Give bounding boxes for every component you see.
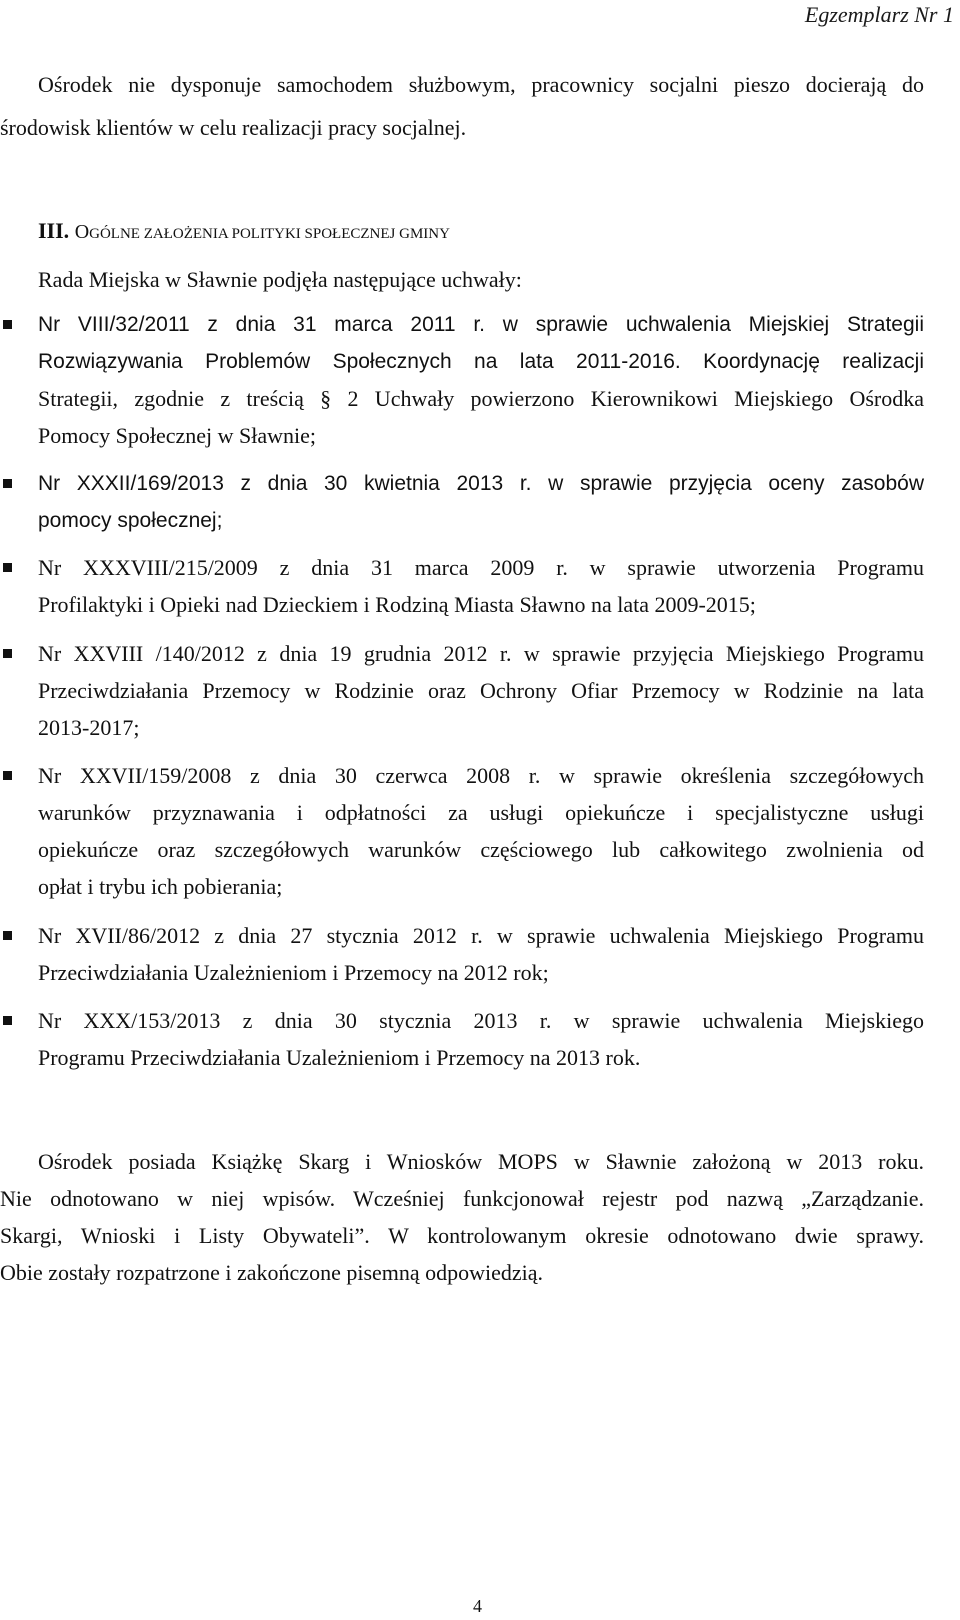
bullet-icon bbox=[3, 563, 12, 572]
bullet-icon bbox=[3, 1016, 12, 1025]
resolution-line: Profilaktyki i Opieki nad Dzieckiem i Rodziną Miasta Sławno na lata 2009-2015; bbox=[38, 592, 756, 617]
resolution-line: Przeciwdziałania Uzależnieniom i Przemocy na 2012 rok; bbox=[38, 960, 549, 985]
page-number: 4 bbox=[473, 1596, 482, 1616]
resolution-line: Nr XXVII/159/2008 z dnia 30 czerwca 2008 r. w sprawie określenia szczegółowych bbox=[38, 763, 924, 788]
section-lead: Rada Miejska w Sławnie podjęła następujące uchwały: bbox=[38, 267, 522, 292]
bullet-icon bbox=[3, 479, 12, 488]
resolution-line: Nr VIII/32/2011 z dnia 31 marca 2011 r. w sprawie uchwalenia Miejskiej Strategii bbox=[38, 313, 924, 336]
resolution-line: Programu Przeciwdziałania Uzależnieniom i Przemocy na 2013 rok. bbox=[38, 1045, 641, 1070]
section-title-rest: GÓLNE ZAŁOŻENIA POLITYKI SPOŁECZNEJ GMINY bbox=[89, 226, 450, 242]
section-heading bbox=[38, 218, 450, 247]
resolution-line: Nr XXXII/169/2013 z dnia 30 kwietnia 2013 r. w sprawie przyjęcia oceny zasobów bbox=[38, 472, 924, 495]
resolution-line: Strategii, zgodnie z treścią § 2 Uchwały powierzono Kierownikowi Miejskiego Ośrodka bbox=[38, 386, 924, 411]
resolution-line: opłat i trybu ich pobierania; bbox=[38, 874, 283, 899]
resolution-line: Rozwiązywania Problemów Społecznych na lata 2011-2016. Koordynację realizacji bbox=[38, 350, 924, 373]
section-title-initial: O bbox=[74, 221, 90, 243]
closing-line: Skargi, Wnioski i Listy Obywateli”. W kontrolowanym okresie odnotowano dwie sprawy. bbox=[0, 1223, 924, 1248]
resolution-line: Nr XXVIII /140/2012 z dnia 19 grudnia 2012 r. w sprawie przyjęcia Miejskiego Programu bbox=[38, 641, 924, 666]
closing-line: Nie odnotowano w niej wpisów. Wcześniej funkcjonował rejestr pod nazwą „Zarządzanie. bbox=[0, 1186, 924, 1211]
bullet-icon bbox=[3, 320, 12, 329]
resolution-line: opiekuńcze oraz szczegółowych warunków częściowego lub całkowitego zwolnienia od bbox=[38, 837, 924, 862]
section-number: III. bbox=[38, 218, 70, 243]
resolution-line: 2013-2017; bbox=[38, 715, 140, 740]
bullet-icon bbox=[3, 771, 12, 780]
intro-line: Ośrodek nie dysponuje samochodem służbowym, pracownicy socjalni pieszo docierają do bbox=[38, 72, 924, 97]
section-title bbox=[75, 218, 450, 243]
closing-line: Ośrodek posiada Książkę Skarg i Wniosków MOPS w Sławnie założoną w 2013 roku. bbox=[38, 1149, 924, 1174]
bullet-icon bbox=[3, 931, 12, 940]
resolution-line: Nr XXX/153/2013 z dnia 30 stycznia 2013 r. w sprawie uchwalenia Miejskiego bbox=[38, 1008, 924, 1033]
resolution-line: warunków przyznawania i odpłatności za usługi opiekuńcze i specjalistyczne usługi bbox=[38, 800, 924, 825]
resolution-line: Przeciwdziałania Przemocy w Rodzinie oraz Ochrony Ofiar Przemocy w Rodzinie na lata bbox=[38, 678, 924, 703]
copy-label: Egzemplarz Nr 1 bbox=[804, 2, 954, 27]
resolution-line: Pomocy Społecznej w Sławnie; bbox=[38, 423, 317, 448]
closing-line: Obie zostały rozpatrzone i zakończone pisemną odpowiedzią. bbox=[0, 1260, 544, 1285]
resolution-line: Nr XVII/86/2012 z dnia 27 stycznia 2012 r. w sprawie uchwalenia Miejskiego Programu bbox=[38, 923, 924, 948]
bullet-icon bbox=[3, 649, 12, 658]
resolution-line: Nr XXXVIII/215/2009 z dnia 31 marca 2009 r. w sprawie utworzenia Programu bbox=[38, 555, 924, 580]
intro-line: środowisk klientów w celu realizacji pracy socjalnej. bbox=[0, 115, 467, 140]
resolution-line: pomocy społecznej; bbox=[38, 509, 223, 532]
